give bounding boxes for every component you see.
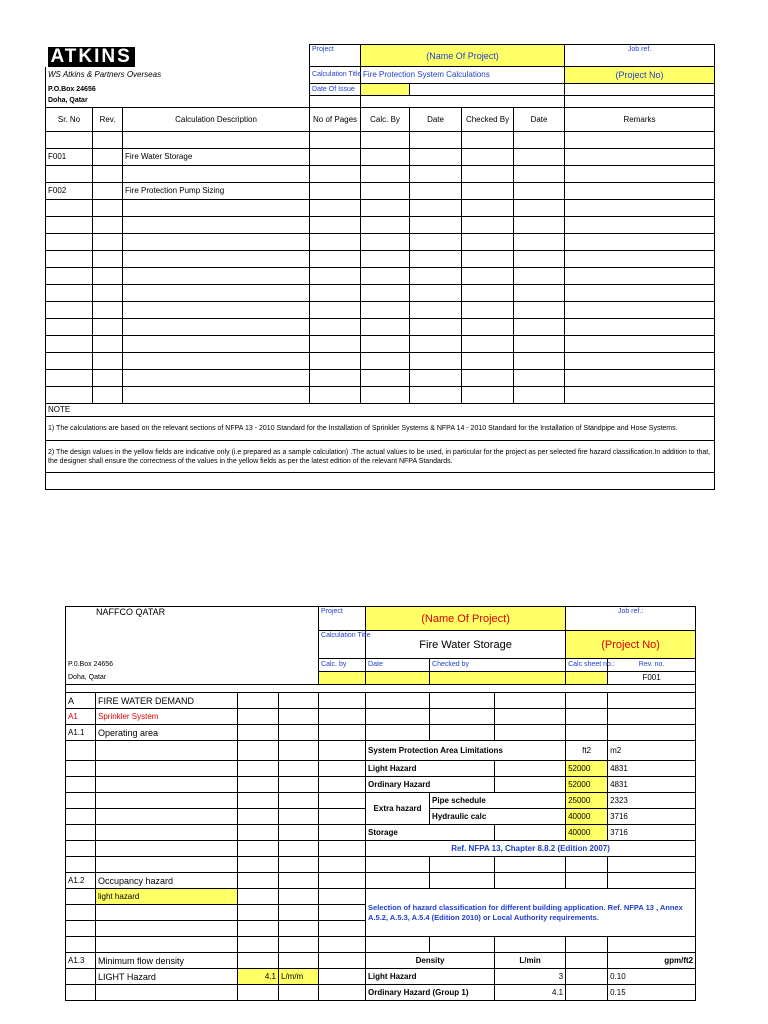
table-row <box>46 268 715 285</box>
table-row <box>46 166 715 183</box>
spal-ordinary-ft2[interactable]: 52000 <box>566 777 608 793</box>
storage-label: Storage <box>366 825 495 841</box>
city: Doha, Qatar <box>46 96 310 108</box>
atkins-logo: ATKINS <box>48 47 135 67</box>
project-no-2[interactable]: (Project No) <box>566 631 696 659</box>
density-light-lmin: 3 <box>495 969 566 985</box>
hydraulic-label: Hydraulic calc <box>430 809 566 825</box>
a11-code: A1.1 <box>66 725 96 741</box>
row-description[interactable]: Fire Protection Pump Sizing <box>123 183 310 200</box>
storage-m2: 3716 <box>608 825 696 841</box>
unit-ft2: ft2 <box>566 741 608 761</box>
note-2: 2) The design values in the yellow fields are indicative only (i.e prepared as a sample calculation) .The actual values to be used, in particular for the project as per selected fire hazard classification.In addition to that, the designer shall ensure the correctness of the values in the yellow fields as per the latest edition of the relevant NFPA Standards. <box>46 441 715 473</box>
table-row <box>46 370 715 387</box>
calc-sheet-no: F001 <box>608 672 696 685</box>
header-description: Calculation Description <box>123 108 310 132</box>
calc-title-label: Calculation Title <box>310 67 361 84</box>
table-row <box>46 285 715 302</box>
storage-ft2[interactable]: 40000 <box>566 825 608 841</box>
density-ordinary-gpm: 0.15 <box>608 985 696 1001</box>
gpm-header: gpm/ft2 <box>608 953 696 969</box>
naffco-fire-water-storage-sheet <box>65 606 695 1001</box>
calc-title[interactable]: Fire Protection System Calculations <box>361 67 565 84</box>
logo-cell <box>46 45 310 67</box>
table-row <box>46 132 715 149</box>
calc-by-value[interactable] <box>319 672 366 685</box>
calc-title-label-2: Calculation Title <box>319 631 366 659</box>
po-box: P.O.Box 24656 <box>46 84 310 96</box>
table-row <box>46 319 715 336</box>
light-hazard-label: LIGHT Hazard <box>96 969 238 985</box>
project-name[interactable]: (Name Of Project) <box>361 45 565 67</box>
table-row <box>46 387 715 404</box>
calc-title-2[interactable]: Fire Water Storage <box>366 631 566 659</box>
row-sr-no[interactable]: F001 <box>46 149 93 166</box>
date-value[interactable] <box>366 672 430 685</box>
table-row <box>46 234 715 251</box>
header-remarks: Remarks <box>565 108 715 132</box>
po-box-2: P.0.Box 24656 <box>66 659 319 672</box>
a13-title: Minimum flow density <box>96 953 238 969</box>
a11-title: Operating area <box>96 725 238 741</box>
note-label: NOTE <box>46 404 715 417</box>
header-date: Date <box>410 108 462 132</box>
density-light-label: Light Hazard <box>366 969 495 985</box>
header-rev: Rev. <box>93 108 123 132</box>
table-row <box>46 353 715 370</box>
density-header: Density <box>366 953 495 969</box>
unit-m2: m2 <box>608 741 696 761</box>
header-calc-by: Calc. By <box>361 108 410 132</box>
header-sr-no: Sr. No <box>46 108 93 132</box>
a1-code: A1 <box>66 709 96 725</box>
checked-by-label: Checked by <box>430 659 566 672</box>
date-issue-label: Date Of Issue <box>310 84 361 96</box>
spal-light-m2: 4831 <box>608 761 696 777</box>
extra-hazard-label: Extra hazard <box>366 793 430 825</box>
row-description[interactable] <box>123 166 310 183</box>
row-sr-no[interactable] <box>46 132 93 149</box>
table-row <box>46 149 715 166</box>
table-row <box>46 183 715 200</box>
table-row <box>46 336 715 353</box>
density-light-gpm: 0.10 <box>608 969 696 985</box>
table-row <box>46 200 715 217</box>
index-table <box>45 44 715 490</box>
calc-by-label: Calc. by <box>319 659 366 672</box>
pipe-schedule-m2: 2323 <box>608 793 696 809</box>
calc-sheet-label: Calc sheet no.: <box>566 659 608 672</box>
project-label-2: Project <box>319 607 366 631</box>
spal-light-ft2[interactable]: 52000 <box>566 761 608 777</box>
date-label: Date <box>366 659 430 672</box>
table-row <box>46 302 715 319</box>
section-a-title: FIRE WATER DEMAND <box>96 693 238 709</box>
table-row <box>46 251 715 268</box>
a1-title: Sprinkler System <box>96 709 238 725</box>
density-ordinary-label: Ordinary Hazard (Group 1) <box>366 985 495 1001</box>
nfpa-reference: Ref. NFPA 13, Chapter 8.8.2 (Edition 2007) <box>366 841 696 857</box>
city-2: Doha, Qatar <box>66 672 319 685</box>
row-description[interactable]: Fire Water Storage <box>123 149 310 166</box>
date-issue-value[interactable] <box>361 84 410 96</box>
hazard-selection-note: Selection of hazard classification for different building application. Ref. NFPA 13 , Annex A.5.2, A.5.3, A.5.4 (Edition 2010) or Local Authority requirements. <box>366 889 696 937</box>
atkins-calculation-index-sheet <box>45 44 714 490</box>
index-header-row <box>46 108 715 132</box>
project-no[interactable]: (Project No) <box>565 67 715 84</box>
header-date-2: Date <box>514 108 565 132</box>
note-1: 1) The calculations are based on the relevant sections of NFPA 13 - 2010 Standard for the Installation of Sprinkler Systems & NFPA 14 - 2010 Standard for the Installation of Standpipe and Hose Systems. <box>46 417 715 441</box>
table-row <box>46 217 715 234</box>
spal-title: System Protection Area Limitations <box>366 741 566 761</box>
header-pages: No of Pages <box>310 108 361 132</box>
section-a-code: A <box>66 693 96 709</box>
spal-light-label: Light Hazard <box>366 761 495 777</box>
storage-table <box>65 606 696 1001</box>
spal-ordinary-label: Ordinary Hazard <box>366 777 495 793</box>
checked-by-value[interactable] <box>430 672 566 685</box>
job-ref-label-2: Job ref.: <box>566 607 696 631</box>
lmin-header: L/min <box>495 953 566 969</box>
row-description[interactable] <box>123 132 310 149</box>
density-value[interactable]: 4.1 <box>238 969 279 985</box>
hydraulic-m2: 3716 <box>608 809 696 825</box>
hydraulic-ft2[interactable]: 40000 <box>566 809 608 825</box>
occupancy-value[interactable]: light hazard <box>96 889 238 905</box>
pipe-schedule-ft2[interactable]: 25000 <box>566 793 608 809</box>
project-label: Project <box>310 45 361 67</box>
a12-title: Occupancy hazard <box>96 873 238 889</box>
company-name: WS Atkins & Partners Overseas <box>46 67 310 84</box>
a12-code: A1.2 <box>66 873 96 889</box>
header-checked-by: Checked By <box>462 108 514 132</box>
naffco-company: NAFFCO QATAR <box>66 607 319 631</box>
row-sr-no[interactable]: F002 <box>46 183 93 200</box>
project-name-2[interactable]: (Name Of Project) <box>366 607 566 631</box>
index-rows <box>46 132 715 404</box>
density-ordinary-lmin: 4.1 <box>495 985 566 1001</box>
job-ref-label: Job ref. <box>565 45 715 67</box>
spal-ordinary-m2: 4831 <box>608 777 696 793</box>
row-sr-no[interactable] <box>46 166 93 183</box>
rev-label: Rev. no. <box>608 659 696 672</box>
a13-code: A1.3 <box>66 953 96 969</box>
pipe-schedule-label: Pipe schedule <box>430 793 566 809</box>
density-unit: L/m/m <box>279 969 319 985</box>
